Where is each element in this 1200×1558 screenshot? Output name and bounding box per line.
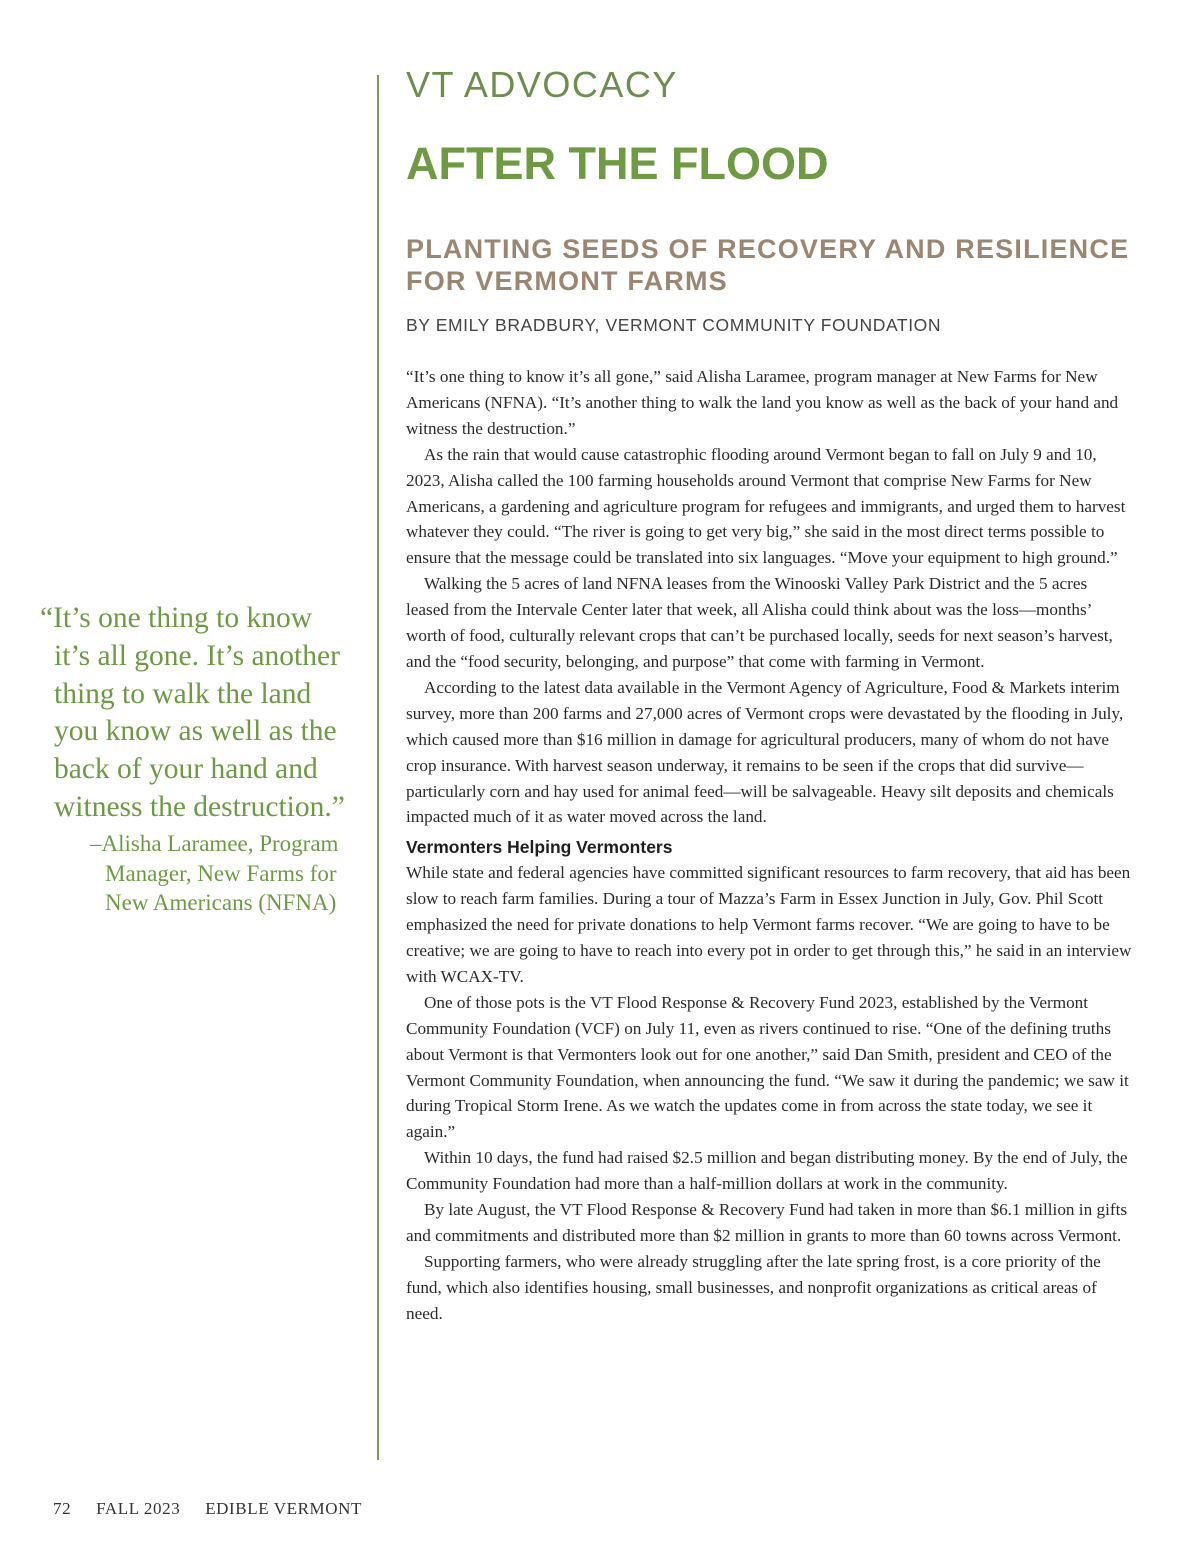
section-heading: Vermonters Helping Vermonters <box>406 837 673 858</box>
article-headline: AFTER THE FLOOD <box>406 138 829 189</box>
section-label: VT ADVOCACY <box>406 64 678 105</box>
page-footer <box>53 1499 382 1519</box>
body-paragraph: “It’s one thing to know it’s all gone,” said Alisha Laramee, program manager at New Farms for New Americans (NFNA). “It’s another thing to walk the land you know as well as the back of your hand and witness the destruction.” <box>406 367 1119 438</box>
body-paragraph: Supporting farmers, who were already struggling after the late spring frost, is a core priority of the fund, which also identifies housing, small businesses, and nonprofit organizations as critical areas of need. <box>406 1251 1101 1323</box>
pull-quote <box>40 600 350 918</box>
body-paragraph: According to the latest data available in the Vermont Agency of Agriculture, Food & Markets interim survey, more than 200 farms and 27,000 acres of Vermont crops were devastated by the flooding in July, which caused more than $16 million in damage for agricultural producers, many of whom do not have crop insurance. With harvest season underway, it remains to be seen if the crops that did survive—particularly corn and hay used for animal feed—will be salvageable. Heavy silt deposits and chemicals impacted much of it as water moved across the land. <box>406 677 1124 827</box>
body-paragraph: One of those pots is the VT Flood Response & Recovery Fund 2023, established by the Vermont Community Foundation (VCF) on July 11, even as rivers continued to rise. “One of the defining truths about Vermont is that Vermonters look out for one another,” said Dan Smith, president and CEO of the Vermont Community Foundation, when announcing the fund. “We saw it during the pandemic; we saw it during Tropical Storm Irene. As we watch the updates come in from across the state today, we see it again.” <box>406 992 1129 1142</box>
pull-quote-text: “It’s one thing to know it’s all gone. It’s another thing to walk the land you know as well as the back of your hand and witness the destruction.” <box>40 602 345 823</box>
body-paragraph: As the rain that would cause catastrophic flooding around Vermont began to fall on July 9 and 10, 2023, Alisha called the 100 farming households around Vermont that comprise New Farms for New Americans, a gardening and agriculture program for refugees and immigrants, and urged them to harvest whatever they could. “The river is going to get very big,” she said in the most direct terms possible to ensure that the message could be translated into six languages. “Move your equipment to high ground.” <box>406 444 1126 568</box>
pull-quote-attribution: –Alisha Laramee, Program Manager, New Farms for New Americans (NFNA) <box>90 830 339 916</box>
byline: BY EMILY BRADBURY, VERMONT COMMUNITY FOUNDATION <box>406 315 942 335</box>
column-divider-rule <box>377 75 379 1460</box>
article-subhead: PLANTING SEEDS OF RECOVERY AND RESILIENCE FOR VERMONT FARMS <box>406 234 1130 296</box>
body-paragraph: By late August, the VT Flood Response & Recovery Fund had taken in more than $6.1 million in gifts and commitments and distributed more than $2 million in grants to more than 60 towns across Vermont. <box>406 1200 1128 1245</box>
publication-name: EDIBLE VERMONT <box>205 1499 363 1518</box>
article-body <box>406 364 1134 1327</box>
body-paragraph: Walking the 5 acres of land NFNA leases from the Winooski Valley Park District and the 5 acres leased from the Intervale Center later that week, all Alisha could think about was the loss—months’ worth of food, culturally relevant crops that can’t be purchased locally, seeds for next season’s harvest, and the “food security, belonging, and purpose” that come with farming in Vermont. <box>406 574 1113 671</box>
body-paragraph: Within 10 days, the fund had raised $2.5 million and began distributing money. By the end of July, the Community Foundation had more than a half-million dollars at work in the community. <box>406 1148 1128 1194</box>
issue-label: FALL 2023 <box>96 1499 181 1518</box>
body-paragraph: While state and federal agencies have committed significant resources to farm recovery, that aid has been slow to reach farm families. During a tour of Mazza’s Farm in Essex Junction in July, Gov. Phil Scott emphasized the need for private donations to help Vermont farms recover. “We are going to have to be creative; we are going to have to reach into every pot in order to get through this,” he said in an interview with WCAX-TV. <box>406 863 1132 986</box>
page-number: 72 <box>53 1499 72 1518</box>
